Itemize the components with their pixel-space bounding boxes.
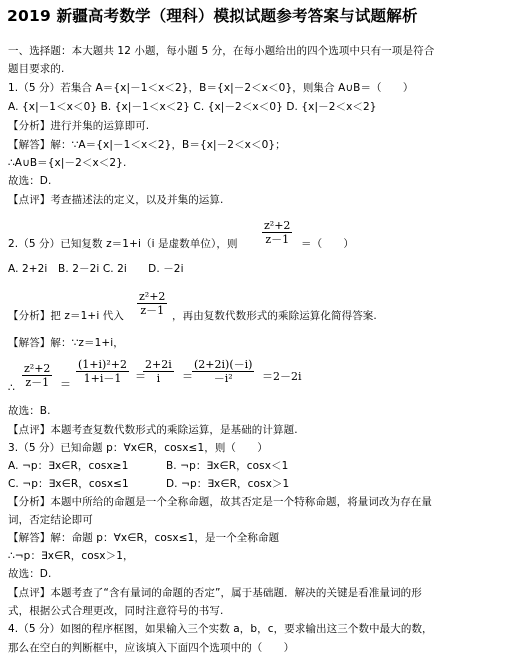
q3-option-a: A. ¬p：∃x∈R，cosx≥1 [8, 460, 129, 472]
q3-option-d: D. ¬p：∃x∈R，cosx＞1 [166, 478, 290, 490]
q2-step-result: ＝2－2i [262, 370, 302, 383]
q1-options: A. {x|－1＜x＜0} B. {x|－1＜x＜2} C. {x|－2＜x＜0} D. {x|－2＜x＜2} [8, 101, 377, 113]
q2-step1-numerator: z²+2 [24, 362, 51, 375]
q3-answer-line-2: ∴¬p：∃x∈R，cosx＞1， [8, 550, 134, 562]
q2-step1-denominator: z－1 [25, 376, 50, 389]
q1-analysis: 【分析】进行并集的运算即可. [8, 120, 150, 132]
q2-options: A. 2+2i B. 2－2i C. 2i D. －2i [8, 263, 184, 275]
q2-answer-line-1: 【解答】解：∵z＝1+i， [8, 337, 124, 349]
q2-step2-denominator: 1+i－1 [83, 372, 122, 385]
q1-comment: 【点评】考查描述法的定义，以及并集的运算. [8, 194, 224, 206]
q2-step3-denominator: i [156, 372, 161, 385]
q2-analysis-fraction [137, 290, 167, 317]
q2-step4-numerator: (2+2i)(－i) [194, 358, 253, 371]
q1-answer-line-1: 【解答】解：∵A＝{x|－1＜x＜2}，B＝{x|－2＜x＜0}； [8, 139, 286, 151]
q3-answer-line-1: 【解答】解：命题 p：∀x∈R，cosx≤1，是一个全称命题 [8, 532, 280, 544]
q1-answer-line-2: ∴A∪B＝{x|－2＜x＜2}. [8, 157, 127, 169]
q2-analysis-suffix: ，再由复数代数形式的乘除运算化简得答案. [172, 310, 377, 322]
q2-stem-fraction-denominator: z－1 [265, 233, 290, 246]
q2-therefore: ∴ [8, 382, 15, 394]
q2-step3-numerator: 2+2i [145, 358, 172, 371]
q2-step2-numerator: (1+i)²+2 [78, 358, 127, 371]
q4-stem-line-1: 4.（5 分）如图的程序框图，如果输入三个实数 a，b，c，要求输出这三个数中最大的数， [8, 623, 433, 635]
q2-analysis-fraction-numerator: z²+2 [139, 290, 166, 303]
q2-choice: 故选：B. [8, 405, 51, 417]
q2-step-equals-2: ＝ [135, 370, 146, 383]
q3-analysis-line-1: 【分析】本题中所给的命题是一个全称命题，故其否定是一个特称命题，将量词改为存在量 [8, 496, 432, 508]
q2-step3-fraction [143, 358, 174, 385]
q2-stem-fraction [262, 219, 292, 246]
section-header-line-2: 题目要求的. [8, 63, 65, 75]
q3-comment-line-1: 【点评】本题考查了“含有量词的命题的否定”，属于基础题．解决的关键是看准量词的形 [8, 587, 422, 599]
q2-step2-fraction [76, 358, 129, 385]
q3-option-c: C. ¬p：∃x∈R，cosx≤1 [8, 478, 129, 490]
section-header-line-1: 一、选择题：本大题共 12 小题，每小题 5 分，在每小题给出的四个选项中只有一项是符合 [8, 45, 435, 57]
q3-option-b: B. ¬p：∃x∈R，cosx＜1 [166, 460, 289, 472]
q2-step1-fraction [22, 362, 52, 389]
q2-step-equals-1: ＝ [60, 378, 71, 391]
q3-comment-line-2: 式，根据公式合理更改，同时注意符号的书写. [8, 605, 224, 617]
q2-step4-fraction [192, 358, 254, 385]
q2-step-equals-3: ＝ [182, 370, 193, 383]
q2-stem-prefix: 2.（5 分）已知复数 z＝1+i（i 是虚数单位），则 [8, 238, 238, 250]
q3-choice: 故选：D. [8, 568, 52, 580]
q1-choice: 故选：D. [8, 175, 52, 187]
q1-stem: 1.（5 分）若集合 A＝{x|－1＜x＜2}，B＝{x|－2＜x＜0}，则集合 A∪B＝（ ） [8, 82, 414, 94]
q2-stem-suffix: ＝（ ） [301, 238, 354, 250]
document-title: 2019 新疆高考数学（理科）模拟试题参考答案与试题解析 [7, 7, 418, 25]
q2-analysis-fraction-denominator: z－1 [140, 304, 165, 317]
q3-analysis-line-2: 词，否定结论即可 [8, 514, 93, 526]
q3-stem: 3.（5 分）已知命题 p：∀x∈R，cosx≤1，则（ ） [8, 442, 268, 454]
q4-stem-line-2: 那么在空白的判断框中，应该填入下面四个选项中的（ ） [8, 642, 295, 654]
q2-comment: 【点评】本题考查复数代数形式的乘除运算，是基础的计算题. [8, 424, 298, 436]
q2-stem-fraction-numerator: z²+2 [264, 219, 291, 232]
q2-step4-denominator: －i² [213, 372, 233, 385]
q2-analysis-prefix: 【分析】把 z＝1+i 代入 [8, 310, 124, 322]
